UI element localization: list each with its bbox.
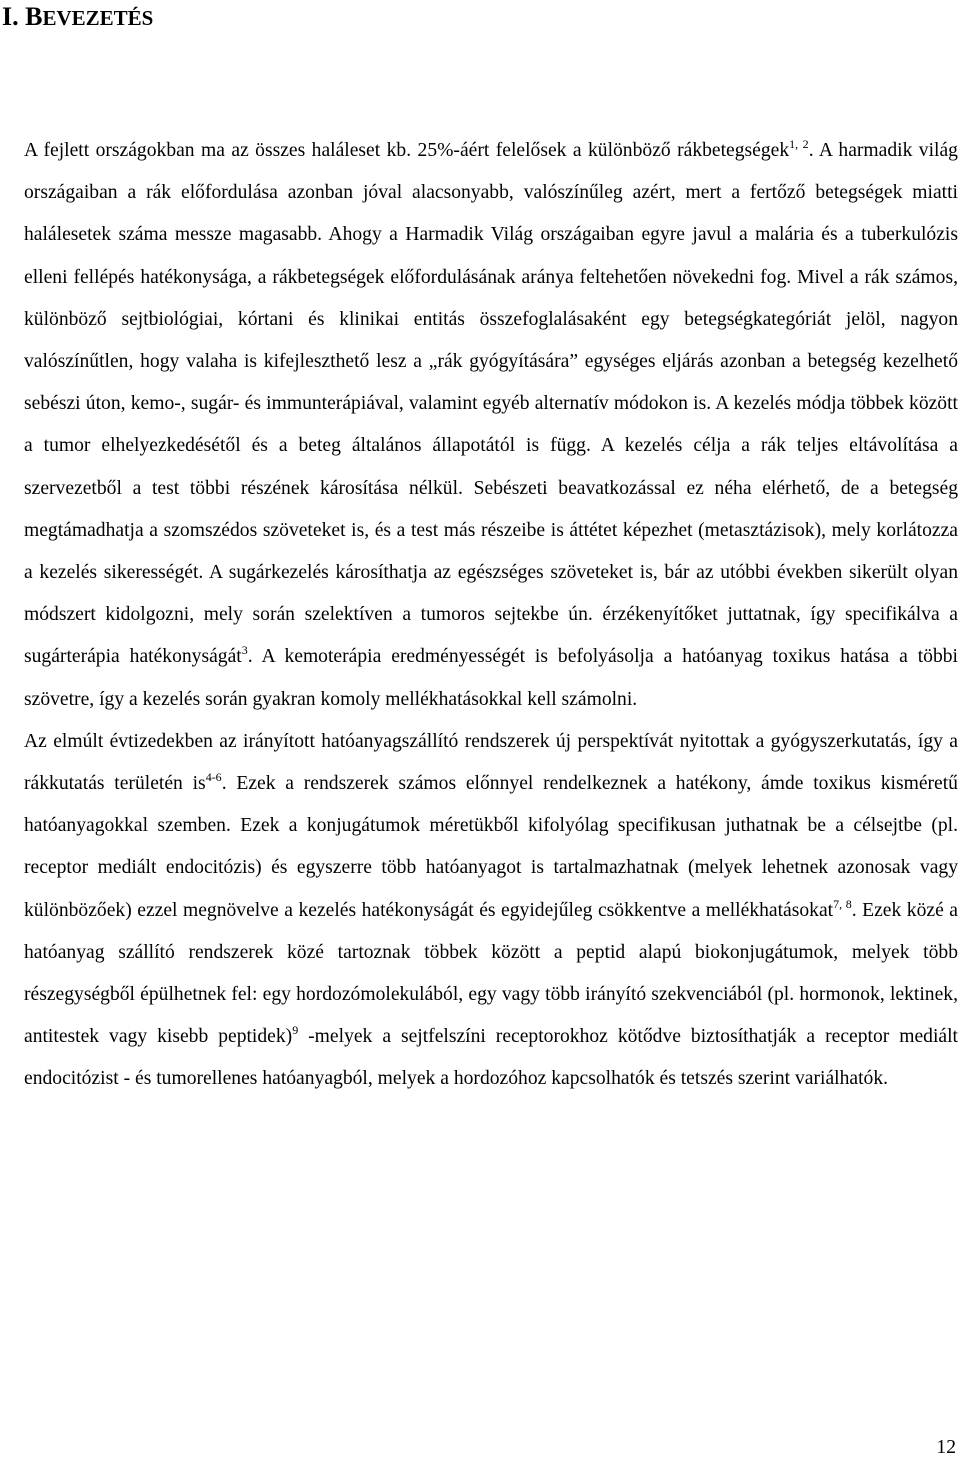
paragraph-1 [24, 130, 958, 721]
citation: 7, 8 [833, 896, 852, 911]
page-number: 12 [936, 1437, 956, 1458]
text-run: -melyek a sejtfelszíni receptorokhoz kötődve biztosíthatják a receptor mediált endocitózist - és tumorellenes hatóanyagból, melyek a hordozóhoz kapcsolhatók és tetszés szerint variálhatók. [24, 1026, 958, 1090]
text-run: A fejlett országokban ma az összes haláleset kb. 25%-áért felelősek a különböző rákbetegségek [24, 140, 790, 161]
text-run: . A kemoterápia eredményességét is befolyásolja a hatóanyag toxikus hatása a többi szövetre, így a kezelés során gyakran komoly mellékhatásokkal kell számolni. [24, 646, 958, 710]
text-run: . Ezek a rendszerek számos előnnyel rendelkeznek a hatékony, ámde toxikus kisméretű hatóanyagokkal szemben. Ezek a konjugátumok méretükből kifolyólag specifikusan juthatnak be a célsejtbe (pl. receptor mediált endocitózis) és egyszerre több hatóanyagot is tartalmazhatnak (melyek lehetnek azonosak vagy különbözőek) ezzel megnövelve a kezelés hatékonyságát és egyidejűleg csökkentve a mellékhatásokat [24, 773, 958, 921]
citation: 9 [292, 1023, 299, 1038]
body-text [24, 130, 958, 1101]
section-heading [2, 0, 153, 35]
citation: 3 [241, 643, 248, 658]
citation: 4-6 [205, 770, 222, 785]
section-title-rest: EVEZETÉS [42, 6, 154, 30]
text-run: Az elmúlt évtizedekben az irányított hatóanyagszállító rendszerek új perspektívát nyitottak a gyógyszerkutatás, így a rákkutatás területén is [24, 730, 958, 795]
text-run: . Ezek közé a hatóanyag szállító rendszerek közé tartoznak többek között a peptid alapú biokonjugátumok, melyek több részegységből épülhetnek fel: egy hordozómolekulából, egy vagy több irányító szekvenciából (pl. hormonok, lektinek, antitestek vagy kisebb peptidek) [24, 899, 958, 1048]
paragraph-2 [24, 721, 958, 1101]
citation: 1, 2 [789, 137, 809, 151]
text-run: . A harmadik világ országaiban a rák előfordulása azonban jóval alacsonyabb, valószínűleg azért, mert a fertőző betegségek miatti halálesetek száma messze magasabb. Ahogy a Harmadik Világ országaiban egyre javul a malária és a tuberkulózis elleni fellépés hatékonysága, a rákbetegségek előfordulásának aránya feltehetően növekedni fog. Mivel a rák számos, különböző sejtbiológiai, kórtani és klinikai entitás összefoglalásaként egy betegségkategóriát jelöl, nagyon valószínűtlen, hogy valaha is kifejleszthető lesz a „rák gyógyítására” egységes eljárás azonban a betegség kezelhető sebészi úton, kemo-, sugár- és immunterápiával, valamint egyéb alternatív módokon is. A kezelés módja többek között a tumor elhelyezkedésétől és a beteg általános állapotától is függ. A kezelés célja a rák teljes eltávolítása a szervezetből a test többi részének károsítása nélkül. Sebészeti beavatkozással ez néha elérhető, de a betegség megtámadhatja a szomszédos szöveteket is, és a test más részeibe is áttétet képezhet (metasztázisok), mely korlátozza a kezelés sikerességét. A sugárkezelés károsíthatja az egészséges szöveteket is, bár az utóbbi években sikerült olyan módszert kidolgozni, mely során szelektíven a tumoros sejtekbe ún. érzékenyítőket juttatnak, így specifikálva a sugárterápia hatékonyságát [24, 140, 958, 668]
section-number: I. [2, 2, 19, 31]
section-title-initial: B [25, 2, 43, 31]
